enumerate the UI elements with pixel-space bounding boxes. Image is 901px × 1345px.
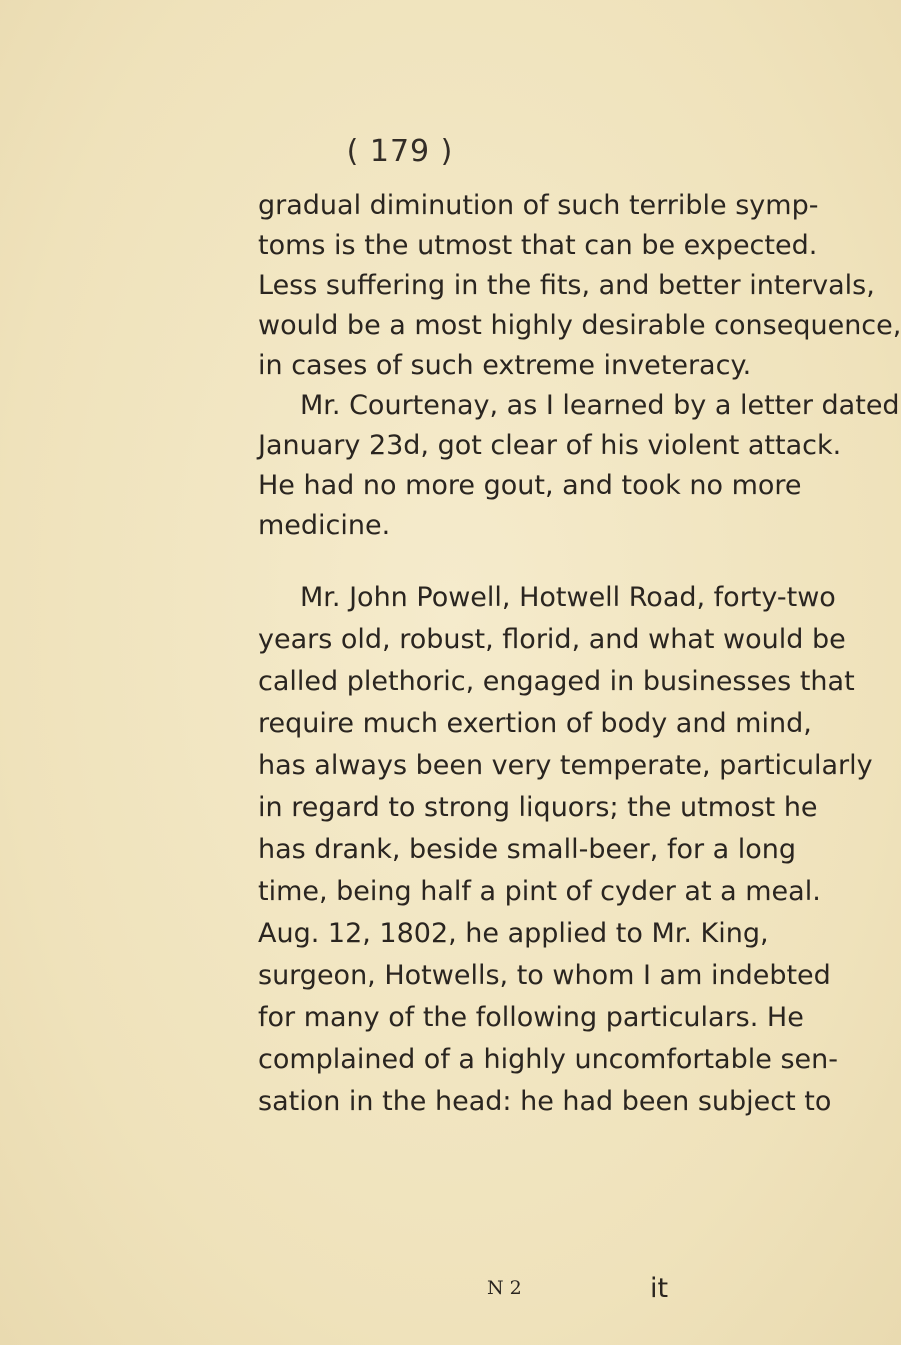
- text-line: complained of a highly uncomfortable sen-: [258, 1044, 838, 1075]
- text-line: Less suffering in the fits, and better intervals,: [258, 270, 875, 301]
- text-line: has drank, beside small-beer, for a long: [258, 834, 797, 865]
- text-line: medicine.: [258, 510, 391, 541]
- text-line: for many of the following particulars. He: [258, 1002, 804, 1033]
- text-line: surgeon, Hotwells, to whom I am indebted: [258, 960, 831, 991]
- text-line: called plethoric, engaged in businesses that: [258, 666, 855, 697]
- text-line: January 23d, got clear of his violent attack.: [258, 430, 842, 461]
- page-footer: [0, 1273, 800, 1313]
- text-line: require much exertion of body and mind,: [258, 708, 812, 739]
- text-line: Aug. 12, 1802, he applied to Mr. King,: [258, 918, 769, 949]
- text-line: toms is the utmost that can be expected.: [258, 230, 818, 261]
- text-line: Mr. John Powell, Hotwell Road, forty-two: [300, 582, 836, 613]
- signature-mark: N 2: [487, 1277, 522, 1299]
- text-line: gradual diminution of such terrible symp-: [258, 190, 819, 221]
- text-line: in regard to strong liquors; the utmost he: [258, 792, 818, 823]
- text-line: would be a most highly desirable consequence,: [258, 310, 901, 341]
- text-line: years old, robust, florid, and what would be: [258, 624, 846, 655]
- text-line: time, being half a pint of cyder at a meal.: [258, 876, 821, 907]
- text-line: He had no more gout, and took no more: [258, 470, 802, 501]
- text-line: Mr. Courtenay, as I learned by a letter dated: [300, 390, 900, 421]
- page-number-header: ( 179 ): [346, 134, 454, 169]
- text-line: sation in the head: he had been subject to: [258, 1086, 832, 1117]
- text-line: has always been very temperate, particularly: [258, 750, 873, 781]
- catchword: it: [650, 1273, 669, 1304]
- text-line: in cases of such extreme inveteracy.: [258, 350, 752, 381]
